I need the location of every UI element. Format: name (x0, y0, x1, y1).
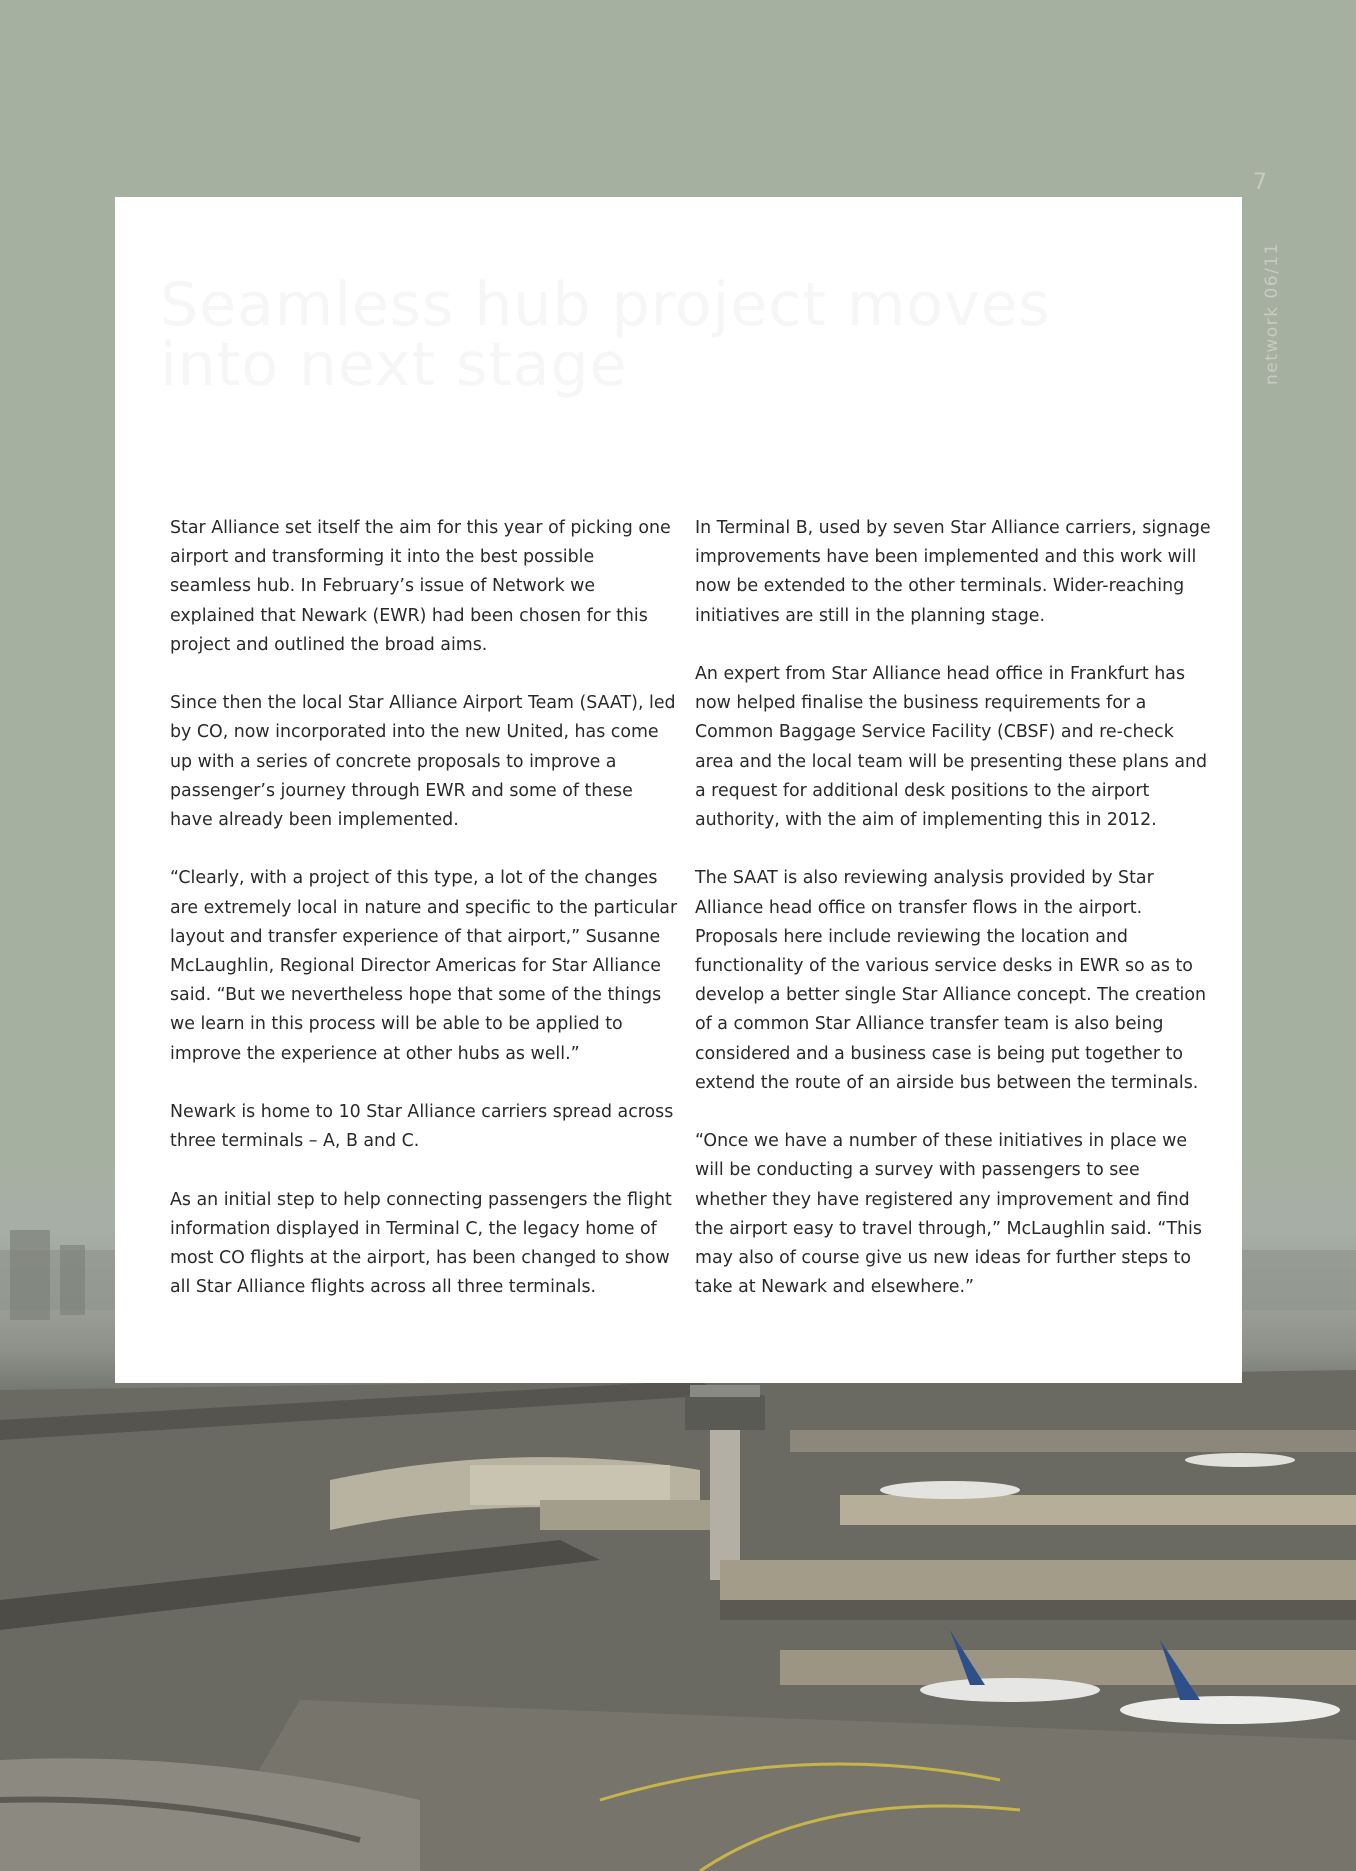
paragraph: “Once we have a number of these initiatives in place we will be conducting a survey with passengers to see whether they have registered any improvement and find the airport easy to travel through,” McLaughlin said. “This may also of course give us new ideas for further steps to take at Newark and elsewhere.” (695, 1131, 1202, 1298)
article-card (115, 197, 1242, 1383)
paragraph: An expert from Star Alliance head office in Frankfurt has now helped finalise the business requirements for a Common Baggage Service Facility (CBSF) and re-check area and the local team will be presenting these plans and a request for additional desk positions to the airport authority, with the aim of implementing this in 2012. (695, 664, 1208, 831)
paragraph: Since then the local Star Alliance Airport Team (SAAT), led by CO, now incorporated into the new United, has come up with a series of concrete proposals to improve a passenger’s journey through EWR and some of these have already been implemented. (170, 693, 676, 831)
paragraph: The SAAT is also reviewing analysis provided by Star Alliance head office on transfer flows in the airport. Proposals here include reviewing the location and functionality of the various service desks in EWR so as to develop a better single Star Alliance concept. The creation of a common Star Alliance transfer team is also being considered and a business case is being put together to extend the route of an airside bus between the terminals. (695, 868, 1207, 1093)
page-number: 7 (1253, 170, 1267, 195)
paragraph: As an initial step to help connecting passengers the flight information displayed in Terminal C, the legacy home of most CO flights at the airport, has been changed to show all Star Alliance flights across all three terminals. (170, 1189, 672, 1298)
paragraph: Star Alliance set itself the aim for this year of picking one airport and transforming it into the best possible seamless hub. In February’s issue of Network we explained that Newark (EWR) had been chosen for this project and outlined the broad aims. (170, 518, 671, 655)
issue-label: network 06/11 (1262, 242, 1282, 385)
paragraph: Newark is home to 10 Star Alliance carriers spread across three terminals – A, B and C. (170, 1102, 674, 1152)
paragraph: “Clearly, with a project of this type, a lot of the changes are extremely local in nature and specific to the particular layout and transfer experience of that airport,” Susanne McLaughlin, Regional Director Americas for Star Alliance said. “But we nevertheless hope that some of the things we learn in this process will be able to be applied to improve the experience at other hubs as well.” (170, 868, 678, 1064)
paragraph: In Terminal B, used by seven Star Alliance carriers, signage improvements have been implemented and this work will now be extended to the other terminals. Wider-reaching initiatives are still in the planning stage. (695, 518, 1211, 626)
article-column-left (170, 514, 680, 1332)
article-headline: Seamless hub project moves into next stage (160, 270, 1051, 400)
article-column-right (695, 514, 1215, 1332)
